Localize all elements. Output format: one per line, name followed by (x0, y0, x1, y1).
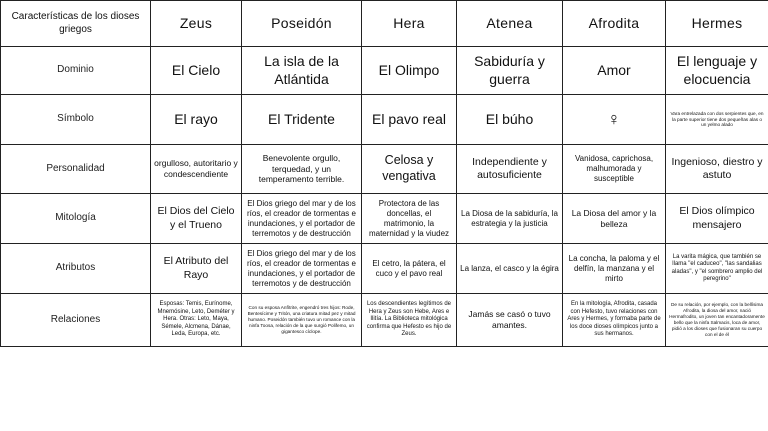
header-atenea: Atenea (457, 1, 563, 47)
corner-label: Características de los dioses griegos (1, 1, 151, 47)
cell-atributos-poseidon: El Dios griego del mar y de los ríos, el creador de tormentas e inundaciones, y el portador de terremotos y de destrucción (242, 244, 362, 294)
cell-relaciones-hera: Los descendientes legítimos de Hera y Zeus son Hebe, Ares e Ilitía. La Biblioteca mitológica confirma que Hefesto es hijo de Zeus. (362, 294, 457, 347)
header-row (1, 1, 768, 47)
cell-dominio-zeus: El Cielo (151, 47, 242, 95)
cell-relaciones-zeus: Esposas: Temis, Eurínome, Mnemósine, Leto, Deméter y Hera. Otras: Leto, Maya, Sémele, Alcmena, Dánae, Leda, Europa, etc. (151, 294, 242, 347)
row-personalidad (1, 145, 768, 194)
row-label-atributos: Atributos (1, 244, 151, 294)
cell-relaciones-hermes: De su relación, por ejemplo, con la bellísima Afrodita, la diosa del amor, nació Hermafrodito, un joven tan encantadoramente bello que la ninfa Salmacis, loca de amor, pidió a los dioses que fusionaran su cuerpo con el de él (666, 294, 768, 347)
cell-atributos-hermes: La varita mágica, que también se llama "el caduceo", "las sandalias aladas", y "el sombrero amplio del peregrino" (666, 244, 768, 294)
header-afrodita: Afrodita (563, 1, 666, 47)
cell-atributos-zeus: El Atributo del Rayo (151, 244, 242, 294)
row-mitologia (1, 194, 768, 244)
cell-personalidad-poseidon: Benevolente orgullo, terquedad, y un temperamento terrible. (242, 145, 362, 194)
row-label-relaciones: Relaciones (1, 294, 151, 347)
row-dominio (1, 47, 768, 95)
cell-mitologia-atenea: La Diosa de la sabiduría, la estrategia y la justicia (457, 194, 563, 244)
cell-mitologia-poseidon: El Dios griego del mar y de los ríos, el creador de tormentas e inundaciones, y el portador de terremotos y de destrucción (242, 194, 362, 244)
cell-personalidad-hera: Celosa y vengativa (362, 145, 457, 194)
cell-dominio-hermes: El lenguaje y elocuencia (666, 47, 768, 95)
cell-mitologia-afrodita: La Diosa del amor y la belleza (563, 194, 666, 244)
header-hermes: Hermes (666, 1, 768, 47)
cell-personalidad-atenea: Independiente y autosuficiente (457, 145, 563, 194)
row-label-simbolo: Símbolo (1, 95, 151, 145)
row-label-mitologia: Mitología (1, 194, 151, 244)
cell-dominio-afrodita: Amor (563, 47, 666, 95)
header-poseidon: Poseidón (242, 1, 362, 47)
cell-simbolo-hermes: Vara entrelazada con dos serpientes que, en la parte superior tiene dos pequeñas alas o un yelmo alado (666, 95, 768, 145)
cell-dominio-poseidon: La isla de la Atlántida (242, 47, 362, 95)
row-relaciones (1, 294, 768, 347)
cell-dominio-hera: El Olimpo (362, 47, 457, 95)
cell-atributos-hera: El cetro, la pátera, el cuco y el pavo real (362, 244, 457, 294)
cell-mitologia-hermes: El Dios olímpico mensajero (666, 194, 768, 244)
cell-atributos-afrodita: La concha, la paloma y el delfín, la manzana y el mirto (563, 244, 666, 294)
cell-mitologia-hera: Protectora de las doncellas, el matrimonio, la maternidad y la viudez (362, 194, 457, 244)
row-label-personalidad: Personalidad (1, 145, 151, 194)
row-label-dominio: Dominio (1, 47, 151, 95)
venus-symbol-icon: ♀ (563, 95, 666, 145)
cell-dominio-atenea: Sabiduría y guerra (457, 47, 563, 95)
row-simbolo (1, 95, 768, 145)
cell-simbolo-poseidon: El Tridente (242, 95, 362, 145)
cell-relaciones-afrodita: En la mitología, Afrodita, casada con Hefesto, tuvo relaciones con Ares y Hermes, y formaba parte de los doce dioses olímpicos junto a sus hermanos. (563, 294, 666, 347)
cell-simbolo-zeus: El rayo (151, 95, 242, 145)
cell-atributos-atenea: La lanza, el casco y la égira (457, 244, 563, 294)
header-zeus: Zeus (151, 1, 242, 47)
cell-relaciones-poseidon: Con su esposa Anfítrite, engendró tres hijos: Rode, Bentesícime y Tritón, una criatura mitad pez y mitad humano. Poseidón también tuvo un romance con la ninfa Toosa, relación de la que surgió Polifemo, un gigantesco cíclope. (242, 294, 362, 347)
cell-simbolo-hera: El pavo real (362, 95, 457, 145)
cell-personalidad-hermes: Ingenioso, diestro y astuto (666, 145, 768, 194)
header-hera: Hera (362, 1, 457, 47)
cell-mitologia-zeus: El Dios del Cielo y el Trueno (151, 194, 242, 244)
row-atributos (1, 244, 768, 294)
cell-personalidad-afrodita: Vanidosa, caprichosa, malhumorada y susceptible (563, 145, 666, 194)
cell-personalidad-zeus: orgulloso, autoritario y condescendiente (151, 145, 242, 194)
cell-relaciones-atenea: Jamás se casó o tuvo amantes. (457, 294, 563, 347)
cell-simbolo-atenea: El búho (457, 95, 563, 145)
